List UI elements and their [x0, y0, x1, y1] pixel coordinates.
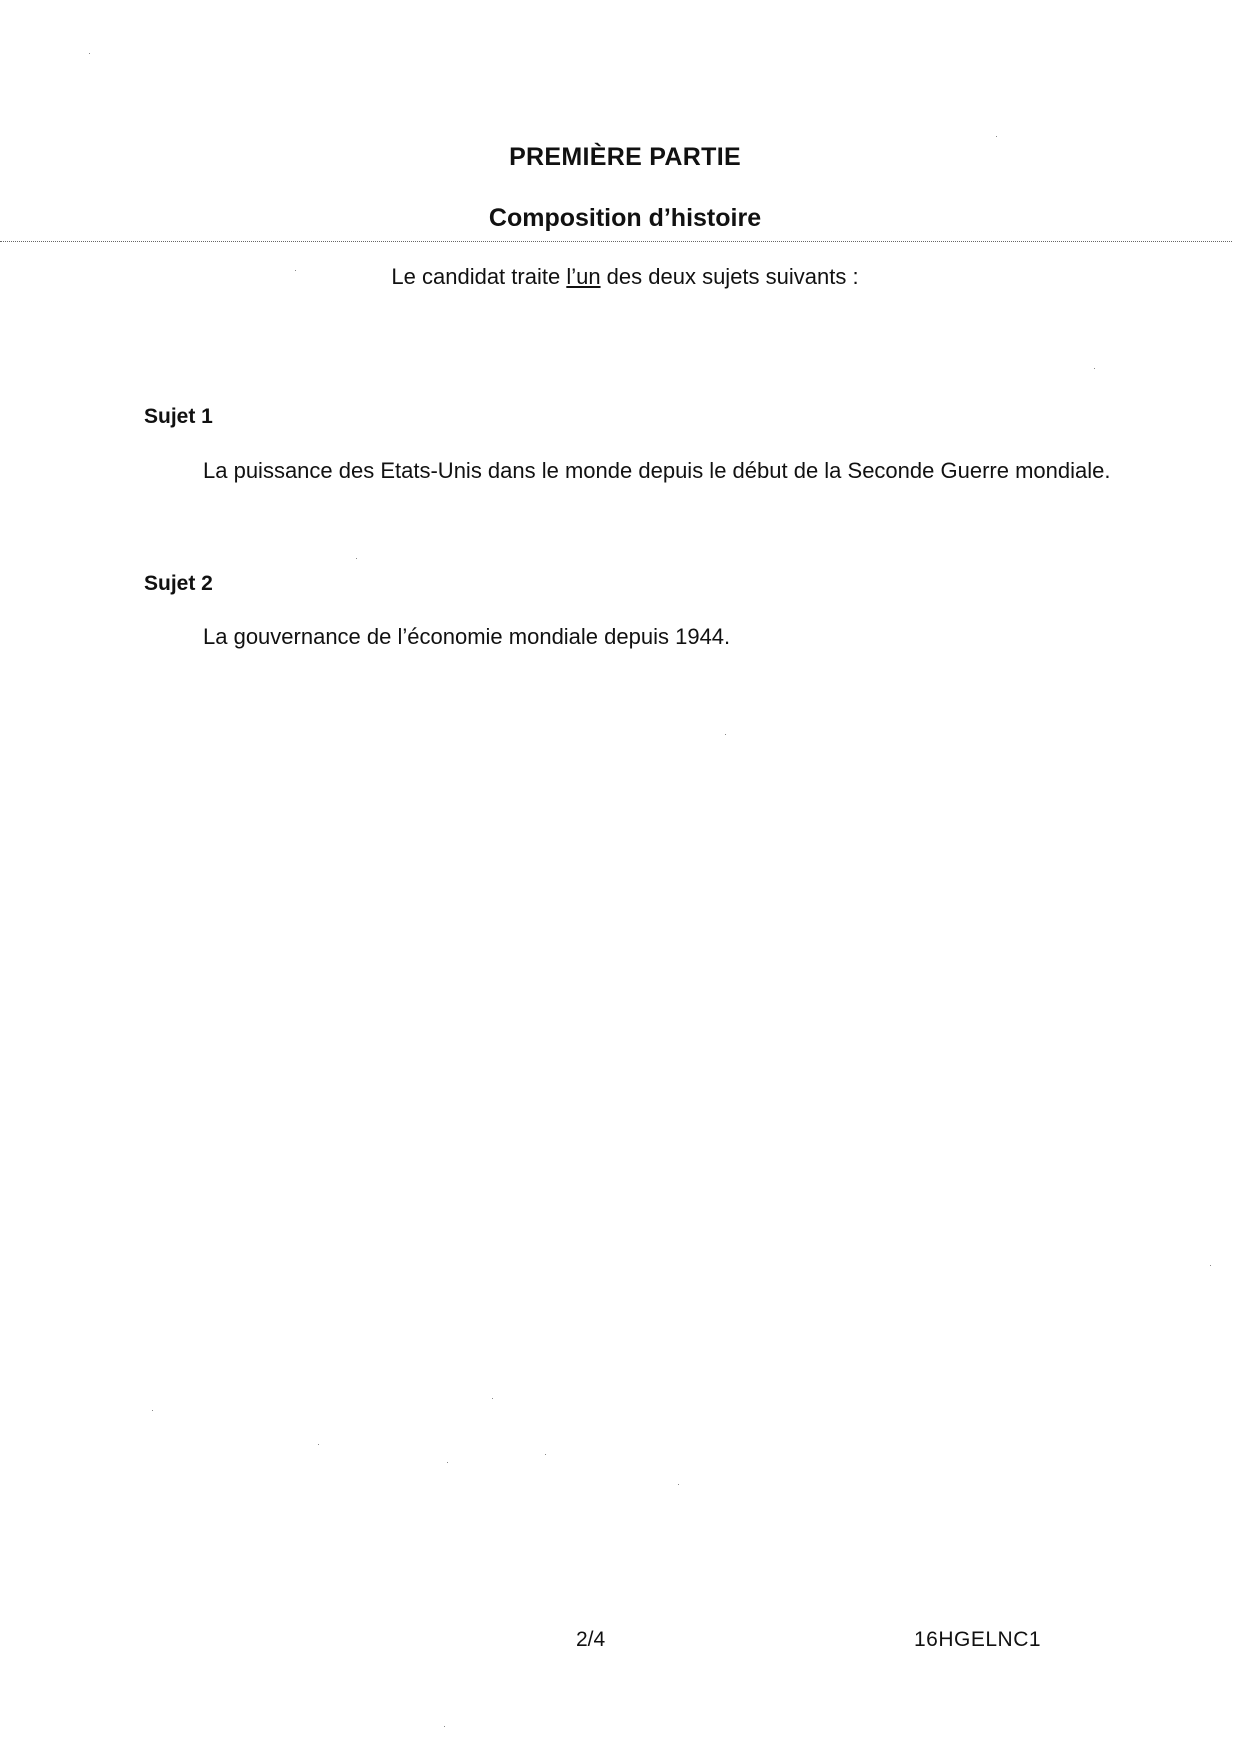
- subject-2-text: La gouvernance de l’économie mondiale depuis 1944.: [203, 624, 731, 649]
- scan-speck: [996, 136, 997, 137]
- document-code: 16HGELNC1: [914, 1628, 1042, 1651]
- scan-speck: [1210, 1265, 1211, 1266]
- instruction: [0, 264, 1240, 290]
- page-number: 2/4: [576, 1628, 606, 1651]
- dotted-separator: [0, 241, 1232, 242]
- scan-speck: [545, 1454, 546, 1455]
- subject-2-heading: Sujet 2: [144, 572, 213, 595]
- part-title: PREMIÈRE PARTIE: [509, 143, 741, 171]
- scan-speck: [447, 1462, 448, 1463]
- scan-speck: [152, 1410, 153, 1411]
- instruction-text-after: des deux sujets suivants :: [600, 264, 859, 289]
- instruction-emphasis: l’un: [566, 264, 601, 289]
- scan-speck: [89, 53, 90, 54]
- scan-speck: [1094, 368, 1095, 369]
- scan-speck: [295, 270, 296, 271]
- scan-speck: [725, 734, 726, 735]
- scan-speck: [492, 1398, 493, 1399]
- subject-1-heading: Sujet 1: [144, 405, 213, 428]
- instruction-text-before: Le candidat traite: [391, 264, 567, 289]
- scan-speck: [356, 558, 357, 559]
- subject-1-text: La puissance des Etats-Unis dans le monde depuis le début de la Seconde Guerre mondiale.: [203, 458, 1111, 483]
- scan-speck: [318, 1444, 319, 1445]
- scan-speck: [444, 1726, 445, 1727]
- scan-speck: [678, 1484, 679, 1485]
- section-title: Composition d’histoire: [488, 204, 762, 232]
